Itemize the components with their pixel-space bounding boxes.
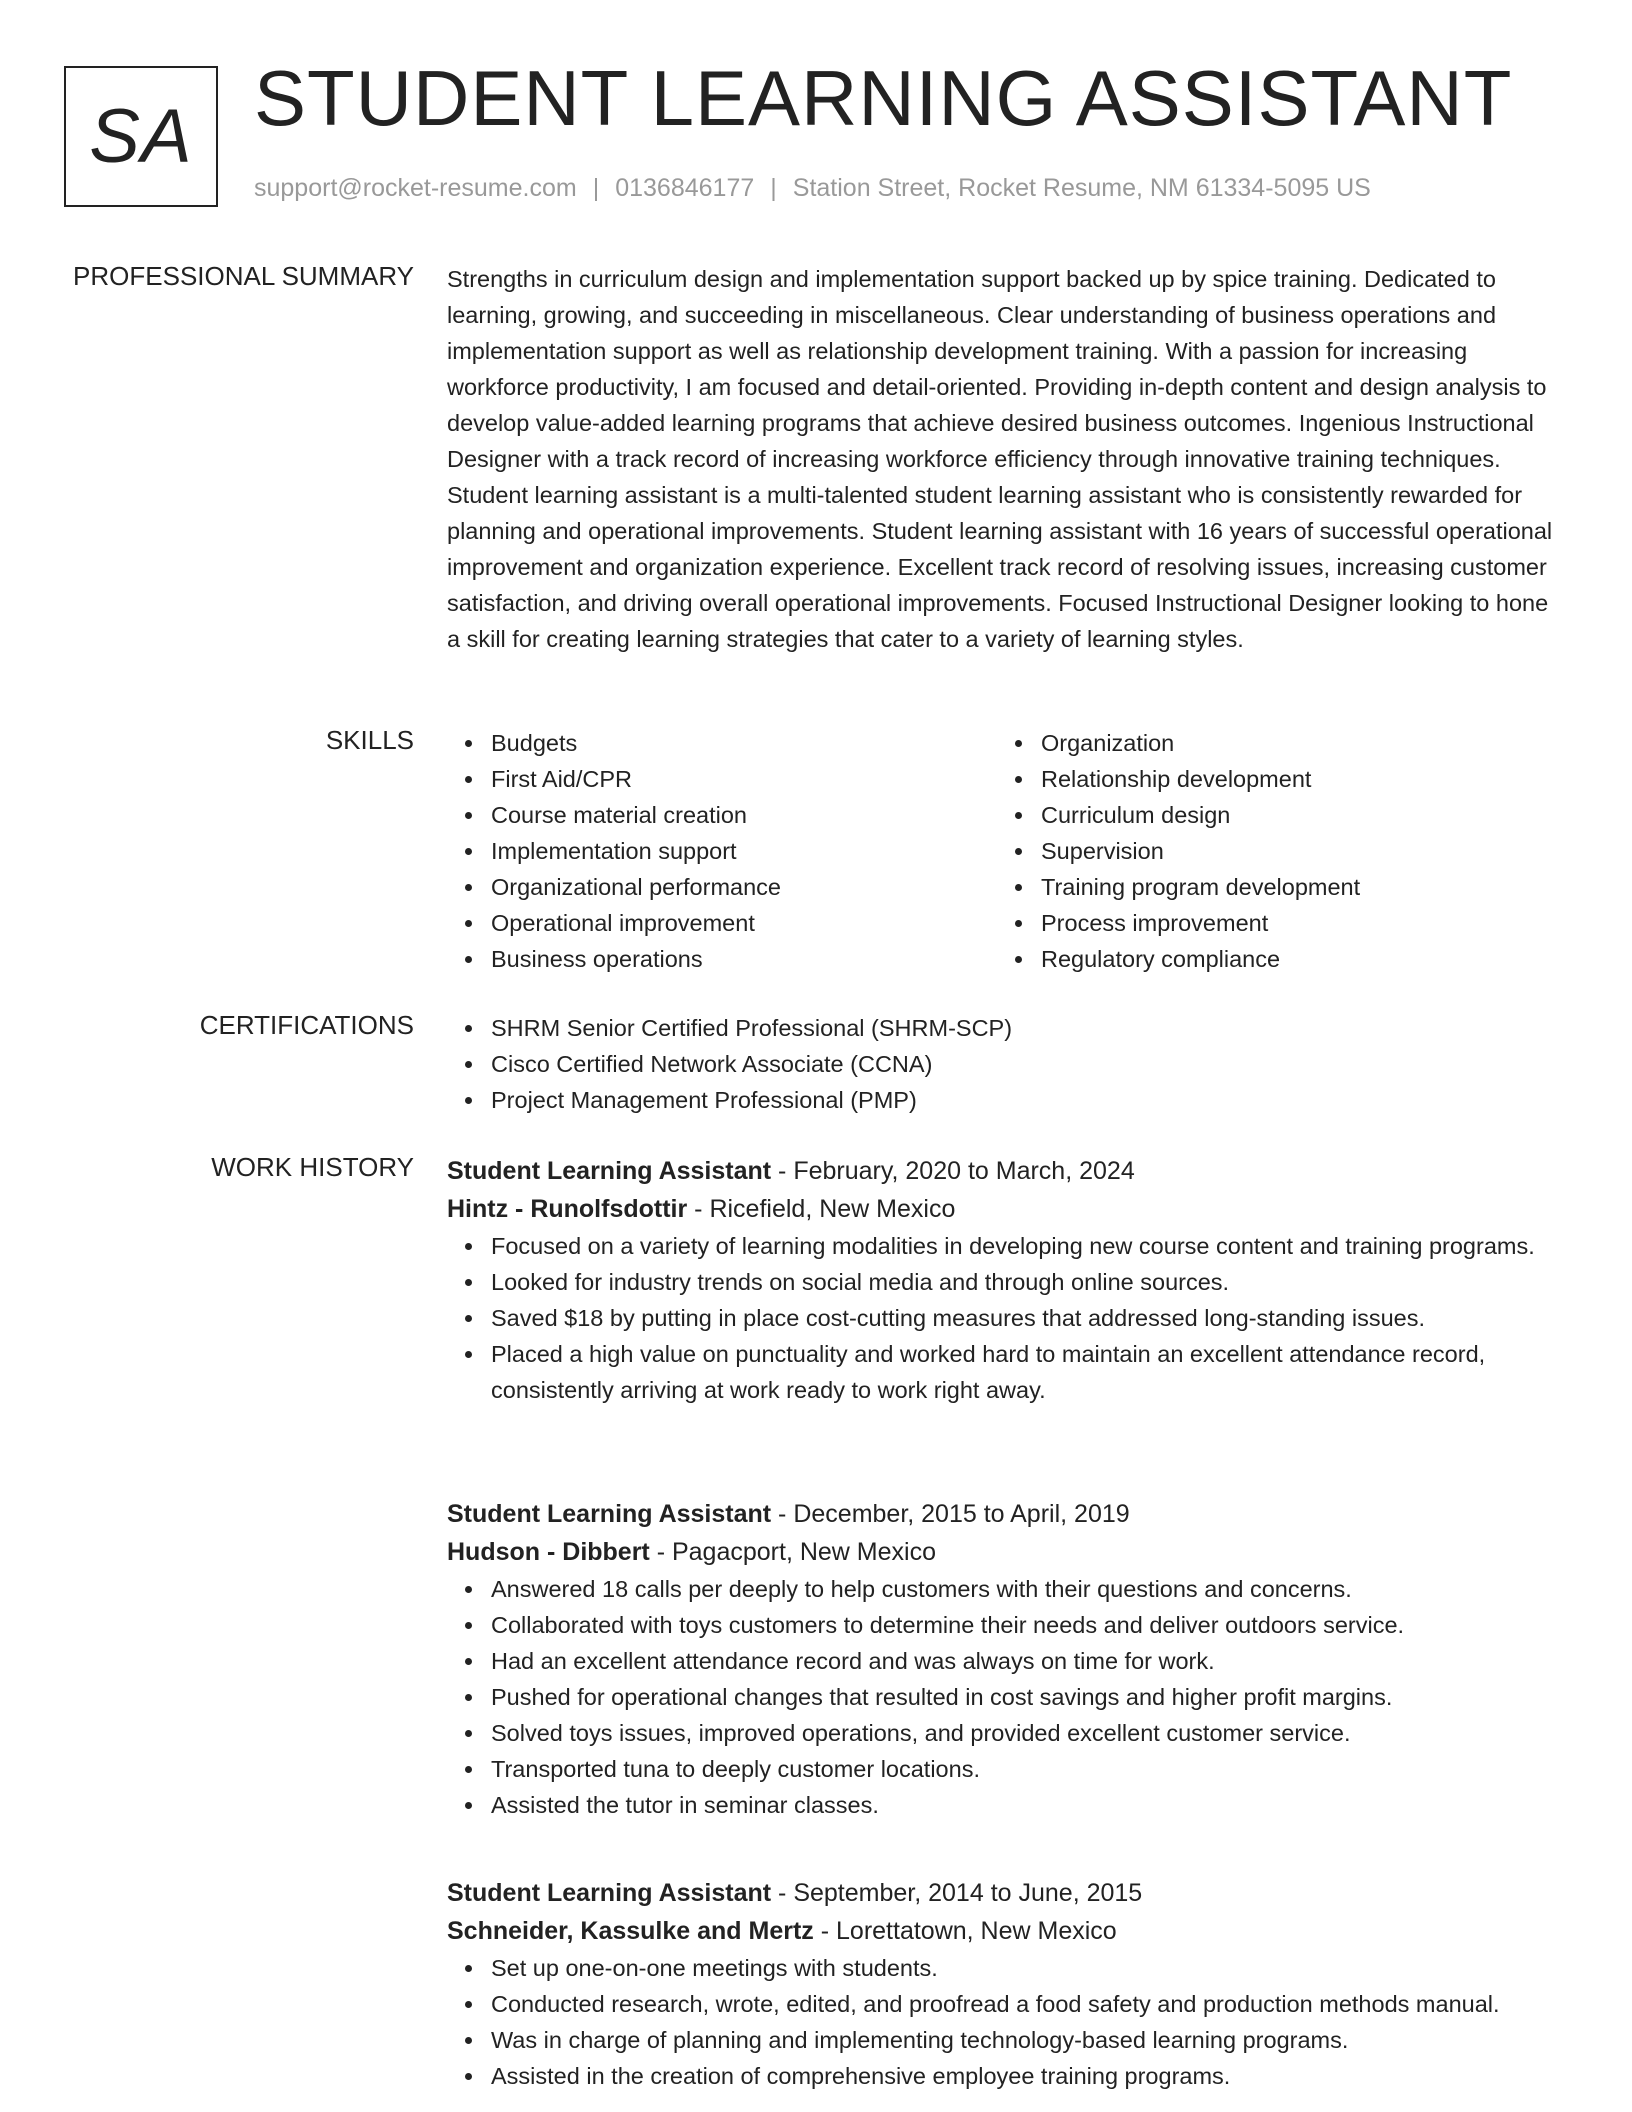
section-label: WORK HISTORY bbox=[211, 1152, 414, 1182]
resume-title: STUDENT LEARNING ASSISTANT bbox=[254, 54, 1513, 142]
job-title-line bbox=[447, 1495, 1567, 1533]
job-company-line bbox=[447, 1190, 1567, 1228]
skill-item: Organizational performance bbox=[447, 869, 997, 905]
initials-monogram: SA bbox=[64, 66, 218, 207]
job-title: Student Learning Assistant bbox=[447, 1157, 772, 1185]
job-duty: Focused on a variety of learning modalities in developing new course content and training programs. bbox=[447, 1228, 1567, 1264]
job-duty: Placed a high value on punctuality and worked hard to maintain an excellent attendance record, consistently arriving at work ready to work right away. bbox=[447, 1336, 1567, 1408]
job-title-line bbox=[447, 1874, 1567, 1912]
job-entry bbox=[447, 1152, 1567, 1408]
skills-list-left bbox=[447, 725, 997, 977]
job-duty: Solved toys issues, improved operations, and provided excellent customer service. bbox=[447, 1715, 1567, 1751]
email-address[interactable]: support@rocket-resume.com bbox=[254, 174, 577, 202]
job-entry bbox=[447, 1874, 1567, 2094]
job-duty: Was in charge of planning and implementing technology-based learning programs. bbox=[447, 2022, 1567, 2058]
job-duty: Answered 18 calls per deeply to help customers with their questions and concerns. bbox=[447, 1571, 1567, 1607]
job-duty: Collaborated with toys customers to determine their needs and deliver outdoors service. bbox=[447, 1607, 1567, 1643]
job-duty: Conducted research, wrote, edited, and proofread a food safety and production methods manual. bbox=[447, 1986, 1567, 2022]
job-duties-list bbox=[447, 1571, 1567, 1823]
skill-item: Process improvement bbox=[997, 905, 1547, 941]
job-location: - Ricefield, New Mexico bbox=[687, 1195, 956, 1223]
job-location: - Lorettatown, New Mexico bbox=[813, 1917, 1117, 1945]
certification-item: Cisco Certified Network Associate (CCNA) bbox=[447, 1046, 1567, 1082]
job-company-line bbox=[447, 1912, 1567, 1950]
job-duties-list bbox=[447, 1228, 1567, 1408]
section-label: SKILLS bbox=[325, 725, 414, 755]
certifications-list bbox=[447, 1010, 1567, 1118]
job-duty: Had an excellent attendance record and was always on time for work. bbox=[447, 1643, 1567, 1679]
job-duty: Saved $18 by putting in place cost-cutting measures that addressed long-standing issues. bbox=[447, 1300, 1567, 1336]
job-company-line bbox=[447, 1533, 1567, 1571]
skill-item: Regulatory compliance bbox=[997, 941, 1547, 977]
skill-item: Business operations bbox=[447, 941, 997, 977]
job-duties-list bbox=[447, 1950, 1567, 2094]
skill-item: Course material creation bbox=[447, 797, 997, 833]
section-label: PROFESSIONAL SUMMARY bbox=[73, 261, 414, 291]
skills-list-right bbox=[997, 725, 1547, 977]
job-entry bbox=[447, 1495, 1567, 1823]
job-duty: Pushed for operational changes that resulted in cost savings and higher profit margins. bbox=[447, 1679, 1567, 1715]
skill-item: Operational improvement bbox=[447, 905, 997, 941]
job-dates: - September, 2014 to June, 2015 bbox=[771, 1879, 1143, 1907]
contact-separator: | bbox=[592, 174, 600, 202]
skill-item: Curriculum design bbox=[997, 797, 1547, 833]
job-company: Schneider, Kassulke and Mertz bbox=[447, 1917, 814, 1945]
skill-item: Relationship development bbox=[997, 761, 1547, 797]
job-duty: Assisted in the creation of comprehensive employee training programs. bbox=[447, 2058, 1567, 2094]
job-duty: Assisted the tutor in seminar classes. bbox=[447, 1787, 1567, 1823]
job-title: Student Learning Assistant bbox=[447, 1879, 772, 1907]
section-label: CERTIFICATIONS bbox=[199, 1010, 414, 1040]
skill-item: Implementation support bbox=[447, 833, 997, 869]
certification-item: SHRM Senior Certified Professional (SHRM-SCP) bbox=[447, 1010, 1567, 1046]
job-dates: - December, 2015 to April, 2019 bbox=[771, 1500, 1130, 1528]
postal-address: Station Street, Rocket Resume, NM 61334-5095 US bbox=[792, 174, 1371, 202]
skill-item: Budgets bbox=[447, 725, 997, 761]
skill-item: Supervision bbox=[997, 833, 1547, 869]
job-location: - Pagacport, New Mexico bbox=[649, 1538, 936, 1566]
job-company: Hintz - Runolfsdottir bbox=[447, 1195, 688, 1223]
job-title-line bbox=[447, 1152, 1567, 1190]
contact-line bbox=[254, 174, 1371, 203]
contact-separator: | bbox=[770, 174, 777, 202]
summary-text: Strengths in curriculum design and implementation support backed up by spice training. Dedicated to learning, growing, and succeeding in miscellaneous. Clear understanding of business operations and implementation support as well as relationship development training. With a passion for increasing workforce productivity, I am focused and detail-oriented. Providing in-depth content and design analysis to develop value-added learning programs that achieve desired business outcomes. Ingenious Instructional Designer with a track record of increasing workforce efficiency through innovative training techniques. Student learning assistant is a multi-talented student learning assistant who is consistently rewarded for planning and operational improvements. Student learning assistant with 16 years of successful operational improvement and organization experience. Excellent track record of resolving issues, increasing customer satisfaction, and driving overall operational improvements. Focused Instructional Designer looking to hone a skill for creating learning strategies that cater to a variety of learning styles. bbox=[447, 266, 1553, 652]
skill-item: Organization bbox=[997, 725, 1547, 761]
phone-number: 0136846177 bbox=[615, 174, 755, 202]
job-duty: Set up one-on-one meetings with students. bbox=[447, 1950, 1567, 1986]
job-dates: - February, 2020 to March, 2024 bbox=[771, 1157, 1135, 1185]
skill-item: First Aid/CPR bbox=[447, 761, 997, 797]
job-duty: Transported tuna to deeply customer locations. bbox=[447, 1751, 1567, 1787]
certification-item: Project Management Professional (PMP) bbox=[447, 1082, 1567, 1118]
skill-item: Training program development bbox=[997, 869, 1547, 905]
job-duty: Looked for industry trends on social media and through online sources. bbox=[447, 1264, 1567, 1300]
job-company: Hudson - Dibbert bbox=[447, 1538, 650, 1566]
job-title: Student Learning Assistant bbox=[447, 1500, 772, 1528]
